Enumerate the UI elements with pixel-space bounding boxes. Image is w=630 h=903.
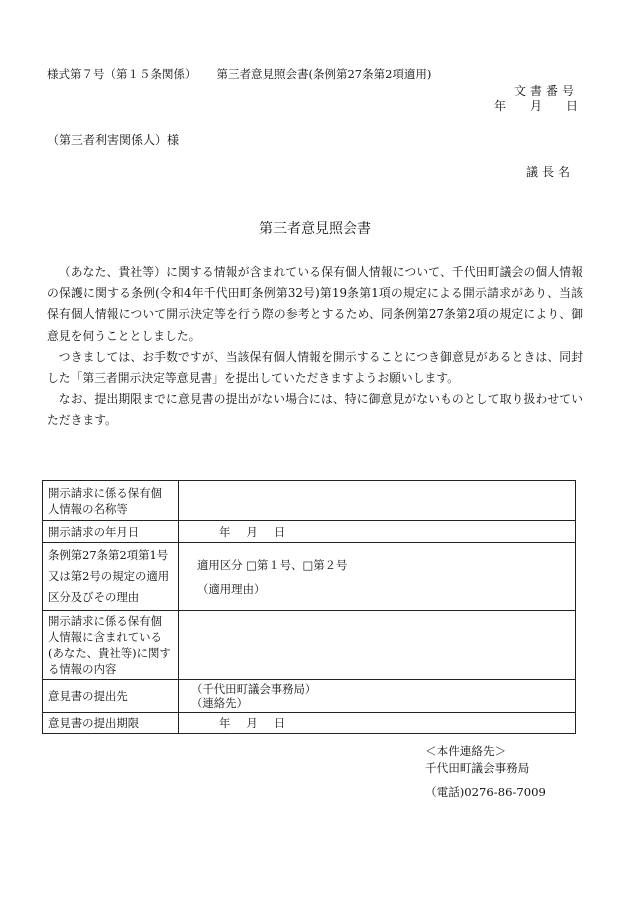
row-value-request-date: 年 月 日	[179, 521, 576, 543]
paragraph-1: （あなた、貴社等）に関する情報が含まれている保有個人情報について、千代田町議会の個人情報の保護に関する条例(令和4年千代田町条例第32号)第19条第1項の規定による開示請求があり、当該保有個人情報について開示決定等を行う際の参考とするため、同条例第27条第2項の規定により、御意見を伺うこととしました。	[47, 265, 583, 343]
contact-office: 千代田町議会事務局	[425, 761, 530, 775]
row-value-info-content	[179, 611, 576, 680]
date-day: 日	[565, 99, 578, 113]
form-name: 第三者意見照会書(条例第27条第2項適用)	[216, 67, 432, 81]
row-value-info-name	[179, 481, 576, 521]
contact-heading: ＜本件連絡先＞	[425, 744, 507, 758]
table-row-submission-destination	[43, 680, 576, 713]
form-header	[47, 66, 431, 82]
table-row-submission-deadline	[43, 713, 576, 734]
contact-phone: （電話)0276-86-7009	[425, 785, 546, 799]
row-value-submission-deadline: 年 月 日	[179, 713, 576, 734]
paragraph-2: つきましては、お手数ですが、当該保有個人情報を開示することにつき御意見があるときは、同封した「第三者開示決定等意見書」を提出していただきますようお願いします。	[47, 349, 583, 386]
row-label-info-name: 開示請求に係る保有個人情報の名称等	[43, 481, 179, 521]
chair-name: 議長名	[525, 165, 574, 179]
body-text	[47, 262, 583, 432]
table-row-info-name	[43, 481, 576, 521]
row-label-info-content: 開示請求に係る保有個人情報に含まれている(あなた、貴社等)に関する情報の内容	[43, 611, 179, 680]
recipient: （第三者利害関係人）様	[47, 133, 180, 147]
page-title: 第三者意見照会書	[259, 221, 371, 237]
date-month: 月	[529, 99, 542, 113]
provision-reason: （適用理由）	[197, 581, 266, 596]
row-label-applicable-provision: 条例第27条第2項第1号 又は第2号の規定の適用 区分及びその理由	[43, 543, 179, 611]
row-value-submission-destination: （千代田町議会事務局） （連絡先）	[179, 680, 576, 713]
paragraph-3: なお、提出期限までに意見書の提出がない場合には、特に御意見がないものとして取り扱わせていただきます。	[47, 392, 583, 428]
form-number: 様式第７号（第１５条関係）	[47, 67, 197, 81]
information-table	[42, 480, 576, 734]
row-value-applicable-provision	[179, 543, 576, 611]
row-label-submission-deadline: 意見書の提出期限	[43, 713, 179, 734]
provision-category: 適用区分 □第１号、□第２号	[197, 557, 348, 572]
table-row-request-date	[43, 521, 576, 543]
date-year: 年	[493, 99, 506, 113]
table-row-info-content	[43, 611, 576, 680]
row-label-request-date: 開示請求の年月日	[43, 521, 179, 543]
document-date	[494, 97, 578, 114]
table-row-applicable-provision	[43, 543, 576, 611]
document-number: 文書番号	[513, 84, 578, 98]
row-label-submission-destination: 意見書の提出先	[43, 680, 179, 713]
